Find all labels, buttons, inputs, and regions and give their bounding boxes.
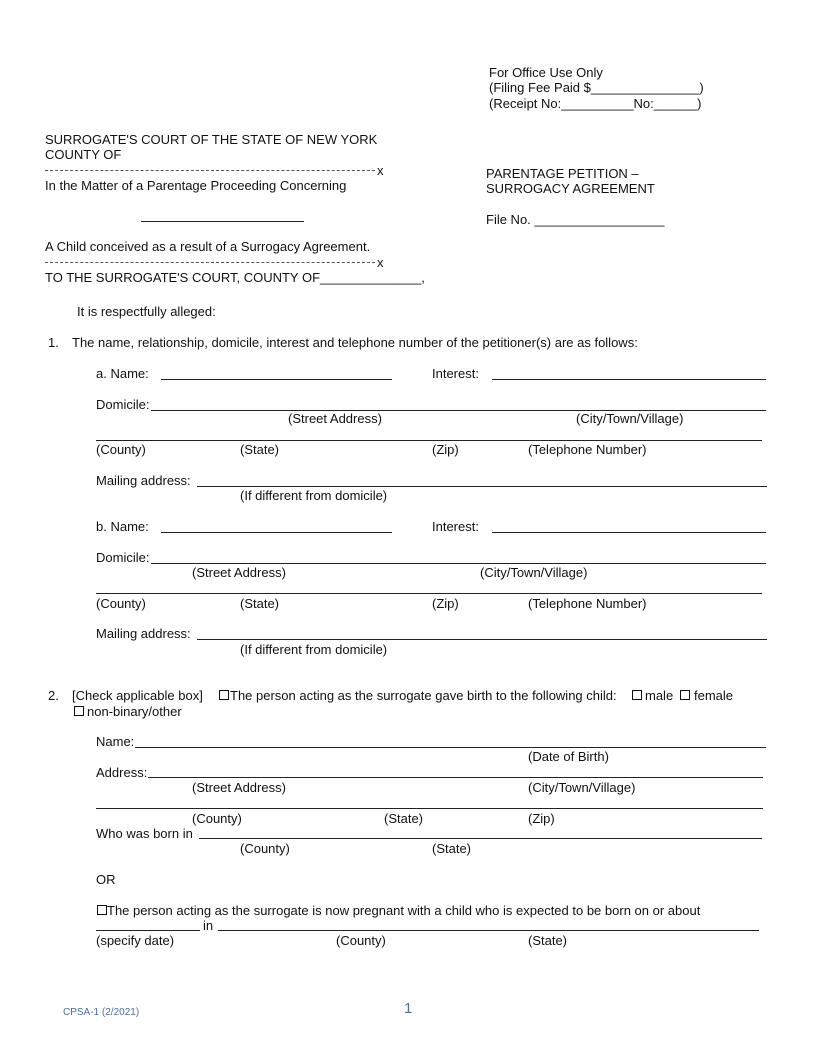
born-in-field[interactable] bbox=[199, 838, 762, 839]
petitioner-a-state-caption: (State) bbox=[240, 442, 280, 457]
child-text: A Child conceived as a result of a Surrogacy Agreement. bbox=[45, 239, 371, 254]
petitioner-a-street-caption: (Street Address) bbox=[288, 411, 382, 426]
petitioner-a-mailing-field[interactable] bbox=[197, 486, 767, 487]
caption-divider-top bbox=[45, 170, 375, 171]
petitioner-b-city-caption: (City/Town/Village) bbox=[480, 565, 588, 580]
to-court-line: TO THE SURROGATE'S COURT, COUNTY OF______________, bbox=[45, 270, 425, 285]
nonbinary-label: non-binary/other bbox=[87, 704, 182, 719]
child-name-label: Name: bbox=[96, 734, 135, 749]
caption-divider-top-end: x bbox=[377, 163, 384, 178]
item2-number: 2. bbox=[48, 688, 59, 703]
child-county-caption: (County) bbox=[192, 811, 242, 826]
gave-birth-checkbox[interactable] bbox=[219, 690, 229, 700]
born-in-county-caption: (County) bbox=[240, 841, 290, 856]
petitioner-b-domicile-field[interactable] bbox=[151, 563, 766, 564]
female-checkbox[interactable] bbox=[680, 690, 690, 700]
in-label: in bbox=[203, 918, 214, 933]
petitioner-a-phone-caption: (Telephone Number) bbox=[528, 442, 647, 457]
expected-location-field[interactable] bbox=[218, 930, 759, 931]
petitioner-a-county-caption: (County) bbox=[96, 442, 146, 457]
receipt-line: (Receipt No:__________No:______) bbox=[489, 96, 702, 111]
petitioner-a-mailing-caption: (If different from domicile) bbox=[240, 488, 388, 503]
expected-date-field[interactable] bbox=[96, 930, 200, 931]
petitioner-b-interest-field[interactable] bbox=[492, 532, 766, 533]
petitioner-b-zip-caption: (Zip) bbox=[432, 596, 459, 611]
file-number: File No. __________________ bbox=[486, 212, 665, 227]
child-city-caption: (City/Town/Village) bbox=[528, 780, 636, 795]
pregnant-checkbox[interactable] bbox=[97, 905, 107, 915]
petitioner-b-state-caption: (State) bbox=[240, 596, 280, 611]
born-in-state-caption: (State) bbox=[432, 841, 472, 856]
child-address-field[interactable] bbox=[148, 777, 763, 778]
county-label: COUNTY OF bbox=[45, 147, 122, 162]
child-state-caption: (State) bbox=[384, 811, 424, 826]
male-label: male bbox=[645, 688, 674, 703]
petitioner-a-interest-field[interactable] bbox=[492, 379, 766, 380]
caption-divider-bottom-end: x bbox=[377, 255, 384, 270]
petitioner-b-county-caption: (County) bbox=[96, 596, 146, 611]
item1-text: The name, relationship, domicile, interest and telephone number of the petitioner(s) are as follows: bbox=[72, 335, 638, 350]
born-in-label: Who was born in bbox=[96, 826, 193, 841]
form-id: CPSA-1 (2/2021) bbox=[63, 1007, 140, 1018]
petitioner-b-phone-caption: (Telephone Number) bbox=[528, 596, 647, 611]
nonbinary-checkbox[interactable] bbox=[74, 706, 84, 716]
petitioner-a-zip-caption: (Zip) bbox=[432, 442, 459, 457]
petitioner-a-domicile-label: Domicile: bbox=[96, 397, 150, 412]
petition-title-line1: PARENTAGE PETITION – bbox=[486, 166, 639, 181]
matter-text: In the Matter of a Parentage Proceeding Concerning bbox=[45, 178, 347, 193]
or-separator: OR bbox=[96, 872, 116, 887]
item2-check-instruction: [Check applicable box] bbox=[72, 688, 203, 703]
female-label: female bbox=[694, 688, 734, 703]
item1-number: 1. bbox=[48, 335, 59, 350]
expected-county-caption: (County) bbox=[336, 933, 386, 948]
filing-fee-line: (Filing Fee Paid $_______________) bbox=[489, 80, 704, 95]
expected-state-caption: (State) bbox=[528, 933, 568, 948]
petitioner-a-mailing-label: Mailing address: bbox=[96, 473, 191, 488]
specify-date-caption: (specify date) bbox=[96, 933, 175, 948]
petitioner-b-mailing-label: Mailing address: bbox=[96, 626, 191, 641]
petitioner-b-interest-label: Interest: bbox=[432, 519, 479, 534]
intro-text: It is respectfully alleged: bbox=[77, 304, 216, 319]
petitioner-b-street-caption: (Street Address) bbox=[192, 565, 286, 580]
petitioner-b-county-line-field[interactable] bbox=[96, 593, 762, 594]
office-use-label: For Office Use Only bbox=[489, 65, 603, 80]
child-zip-caption: (Zip) bbox=[528, 811, 555, 826]
petitioner-b-mailing-field[interactable] bbox=[197, 639, 767, 640]
court-name: SURROGATE'S COURT OF THE STATE OF NEW YORK bbox=[45, 132, 378, 147]
petitioner-b-name-field[interactable] bbox=[161, 532, 392, 533]
petitioner-b-mailing-caption: (If different from domicile) bbox=[240, 642, 388, 657]
male-checkbox[interactable] bbox=[632, 690, 642, 700]
petition-title-line2: SURROGACY AGREEMENT bbox=[486, 181, 655, 196]
child-county-line-field[interactable] bbox=[96, 808, 763, 809]
petitioner-b-name-label: b. Name: bbox=[96, 519, 149, 534]
child-street-caption: (Street Address) bbox=[192, 780, 286, 795]
child-dob-caption: (Date of Birth) bbox=[528, 749, 609, 764]
page-number: 1 bbox=[404, 1000, 413, 1017]
petitioner-b-domicile-label: Domicile: bbox=[96, 550, 150, 565]
child-name-field[interactable] bbox=[135, 747, 766, 748]
petitioner-a-interest-label: Interest: bbox=[432, 366, 479, 381]
caption-divider-bottom bbox=[45, 262, 375, 263]
petitioner-a-name-label: a. Name: bbox=[96, 366, 149, 381]
subject-name-field[interactable] bbox=[141, 221, 304, 222]
pregnant-text: The person acting as the surrogate is now pregnant with a child who is expected to be born on or about bbox=[107, 903, 701, 918]
petitioner-a-name-field[interactable] bbox=[161, 379, 392, 380]
child-address-label: Address: bbox=[96, 765, 148, 780]
petitioner-a-city-caption: (City/Town/Village) bbox=[576, 411, 684, 426]
gave-birth-text: The person acting as the surrogate gave birth to the following child: bbox=[230, 688, 617, 703]
petitioner-a-county-line-field[interactable] bbox=[96, 440, 762, 441]
